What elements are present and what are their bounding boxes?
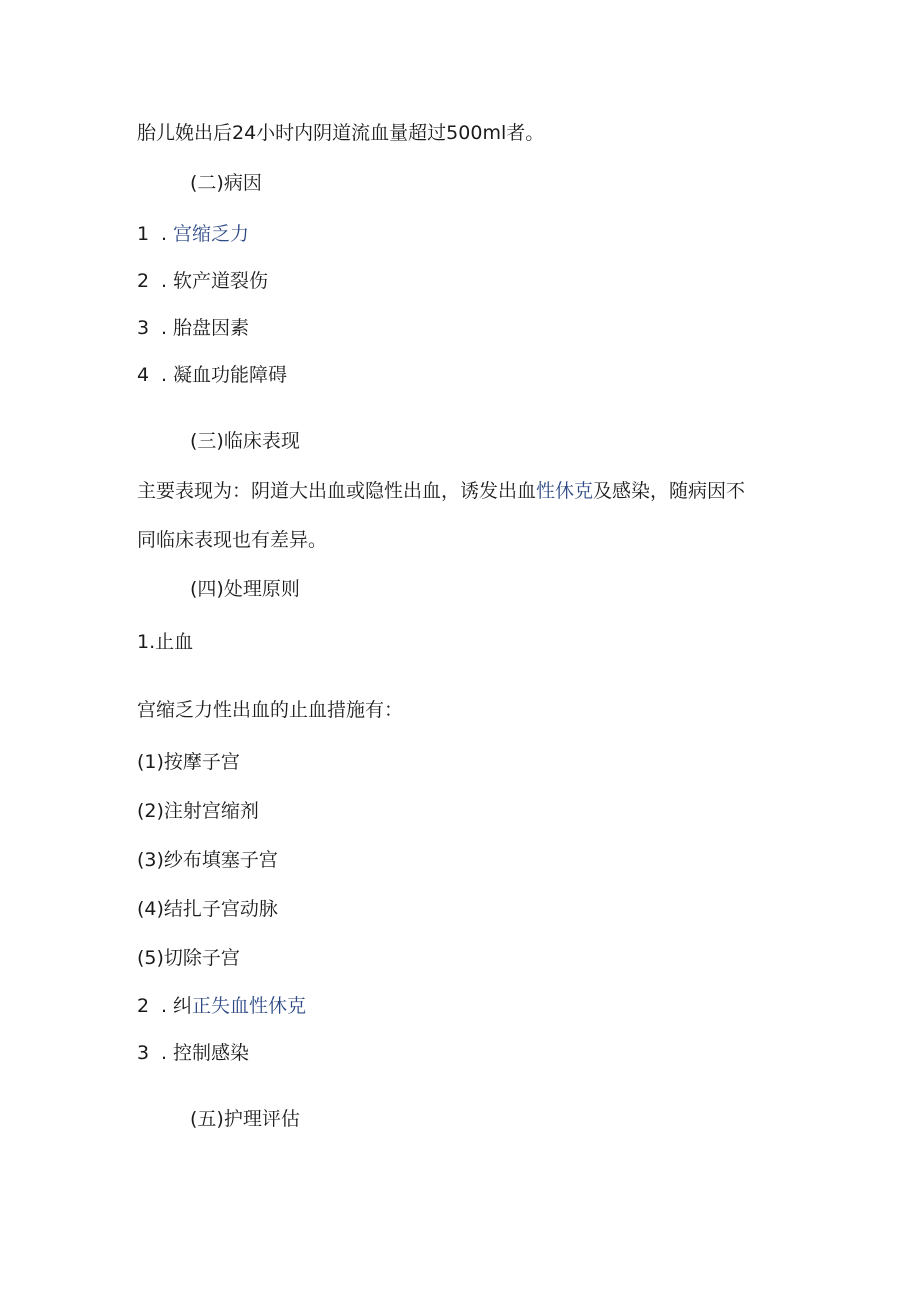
hemostasis-measure-5: (5)切除子宫 — [137, 947, 240, 969]
list-number: 3 — [137, 317, 150, 339]
section-heading-causes: (二)病因 — [190, 172, 262, 194]
section-heading-treatment: (四)处理原则 — [190, 578, 300, 600]
hemostasis-measure-4: (4)结扎子宫动脉 — [137, 898, 278, 920]
section-heading-nursing-assessment: (五)护理评估 — [190, 1108, 300, 1130]
treatment-item-2: 2 . 纠正失血性休克 — [137, 995, 307, 1017]
list-text-highlight: 正失血性休克 — [192, 995, 307, 1017]
hemostasis-measure-2: (2)注射宫缩剂 — [137, 800, 259, 822]
hemostasis-intro: 宫缩乏力性出血的止血措施有： — [137, 699, 404, 721]
list-number: 1 — [137, 223, 150, 245]
clinical-paragraph-line-1 — [137, 478, 745, 504]
clinical-text-c: 及感染，随病因不 — [593, 480, 746, 502]
treatment-item-1: 1.止血 — [137, 631, 194, 653]
cause-item-4: 4 . 凝血功能障碍 — [137, 364, 288, 386]
list-text: 宫缩乏力 — [173, 223, 250, 245]
list-number: 2 — [137, 270, 150, 292]
clinical-text-highlight: 性休克 — [536, 480, 594, 502]
hemostasis-measure-3: (3)纱布填塞子宫 — [137, 849, 278, 871]
cause-item-2: 2 . 软产道裂伤 — [137, 270, 269, 292]
list-text: 软产道裂伤 — [173, 270, 269, 292]
treatment-item-3: 3 . 控制感染 — [137, 1042, 250, 1064]
list-text: 控制感染 — [173, 1042, 250, 1064]
list-number: 2 — [137, 995, 150, 1017]
list-text: 凝血功能障碍 — [173, 364, 288, 386]
cause-item-1: 1 . 宫缩乏力 — [137, 223, 250, 245]
list-number: 4 — [137, 364, 150, 386]
section-heading-clinical: (三)临床表现 — [190, 430, 300, 452]
list-number: 3 — [137, 1042, 150, 1064]
definition-text: 胎儿娩出后24小时内阴道流血量超过500ml者。 — [137, 122, 545, 144]
clinical-paragraph-line-2: 同临床表现也有差异。 — [137, 529, 328, 551]
list-text: 胎盘因素 — [173, 317, 250, 339]
hemostasis-measure-1: (1)按摩子宫 — [137, 751, 240, 773]
cause-item-3: 3 . 胎盘因素 — [137, 317, 250, 339]
list-text-prefix: 纠 — [173, 995, 193, 1017]
clinical-text-a: 主要表现为：阴道大出血或隐性出血，诱发出血 — [137, 480, 537, 502]
